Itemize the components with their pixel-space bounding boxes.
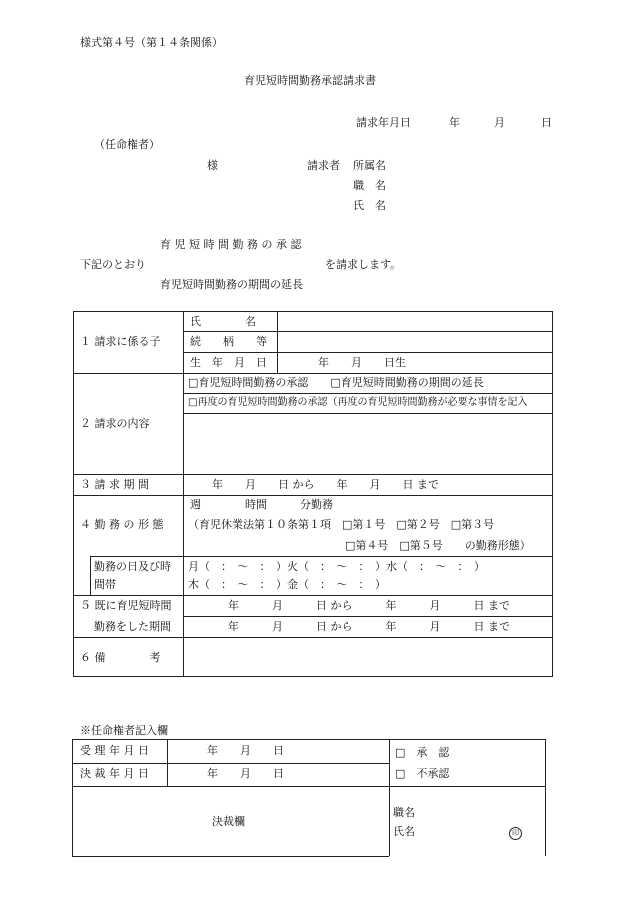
approver-post-label: 職名 bbox=[393, 806, 415, 819]
s4-days-label-b: 間帯 bbox=[94, 578, 116, 591]
decision-column-label: 決裁欄 bbox=[212, 815, 245, 828]
date-day: 日 bbox=[541, 116, 552, 129]
s4-line1: 週 時間 分勤務 bbox=[190, 498, 333, 511]
s5-label-b: 勤務をした期間 bbox=[94, 620, 171, 633]
dept-label: 所属名 bbox=[353, 159, 386, 172]
disapprove-option[interactable]: □ 不承認 bbox=[395, 767, 450, 780]
s1-birth-value: 年 月 日生 bbox=[318, 356, 406, 369]
received-date-label: 受 理 年 月 日 bbox=[80, 744, 149, 757]
s1-label: １ 請求に係る子 bbox=[80, 335, 161, 348]
seal-mark: 印 bbox=[509, 827, 522, 840]
page-title: 育児短時間勤務承認請求書 bbox=[244, 74, 376, 87]
s2-option-approval[interactable]: □育児短時間勤務の承認 □育児短時間勤務の期間の延長 bbox=[188, 376, 484, 389]
s1-birth-label: 生 年 月 日 bbox=[190, 356, 267, 369]
request-suffix: を請求します。 bbox=[325, 258, 402, 271]
s3-period-value: 年 月 日 から 年 月 日 まで bbox=[212, 478, 439, 491]
date-year: 年 bbox=[449, 116, 460, 129]
s2-label: ２ 請求の内容 bbox=[80, 417, 150, 430]
honorific: 様 bbox=[207, 159, 218, 172]
s4-line2: （育児休業法第１０条第１項 □第１号 □第２号 □第３号 bbox=[188, 518, 495, 531]
s3-label: ３ 請 求 期 間 bbox=[80, 478, 149, 491]
s5-period-row2: 年 月 日 から 年 月 日 まで bbox=[228, 620, 510, 633]
s5-label-a: ５ 既に育児短時間 bbox=[80, 599, 172, 612]
approver-name-label: 氏名 bbox=[393, 825, 415, 838]
appointer-label: （任命権者） bbox=[94, 138, 160, 151]
s4-label: ４ 勤 務 の 形 態 bbox=[80, 518, 164, 531]
s4-days-label-a: 勤務の日及び時 bbox=[94, 560, 171, 573]
s5-period-row1: 年 月 日 から 年 月 日 まで bbox=[228, 599, 510, 612]
s6-remarks-field[interactable] bbox=[185, 639, 551, 675]
post-label: 職 名 bbox=[353, 179, 386, 192]
s6-label: ６ 備 考 bbox=[80, 651, 161, 664]
decided-date-value: 年 月 日 bbox=[207, 767, 284, 780]
s4-days-row2: 木（ ： 〜 ： ）金（ ： 〜 ： ） bbox=[188, 578, 386, 591]
s1-name-label: 氏 名 bbox=[190, 315, 256, 328]
received-date-value: 年 月 日 bbox=[207, 744, 284, 757]
s1-name-field[interactable] bbox=[279, 312, 551, 330]
s4-line3: □第４号 □第５号 の勤務形態） bbox=[345, 539, 531, 552]
s1-relationship-field[interactable] bbox=[279, 333, 551, 351]
decided-date-label: 決 裁 年 月 日 bbox=[80, 767, 149, 780]
as-follows: 下記のとおり bbox=[80, 258, 146, 271]
request-date-label: 請求年月日 bbox=[356, 116, 411, 129]
s2-option-reapproval[interactable]: □再度の育児短時間勤務の承認（再度の育児短時間勤務が必要な事情を記入 bbox=[188, 397, 528, 408]
form-number: 様式第４号（第１４条関係） bbox=[80, 36, 223, 49]
name-label: 氏 名 bbox=[353, 199, 386, 212]
requester-label: 請求者 bbox=[307, 159, 340, 172]
s2-reason-field[interactable] bbox=[185, 415, 551, 472]
appointer-section-title: ※任命権者記入欄 bbox=[80, 724, 168, 737]
s4-days-row1: 月（ ： 〜 ： ）火（ ： 〜 ： ）水（ ： 〜 ： ） bbox=[188, 560, 485, 573]
option-approval: 育 児 短 時 間 勤 務 の 承 認 bbox=[160, 238, 302, 251]
date-month: 月 bbox=[494, 116, 505, 129]
option-extension: 育児短時間勤務の期間の延長 bbox=[160, 278, 303, 291]
s1-relationship-label: 続 柄 等 bbox=[190, 335, 267, 348]
approve-option[interactable]: □ 承 認 bbox=[395, 746, 450, 759]
